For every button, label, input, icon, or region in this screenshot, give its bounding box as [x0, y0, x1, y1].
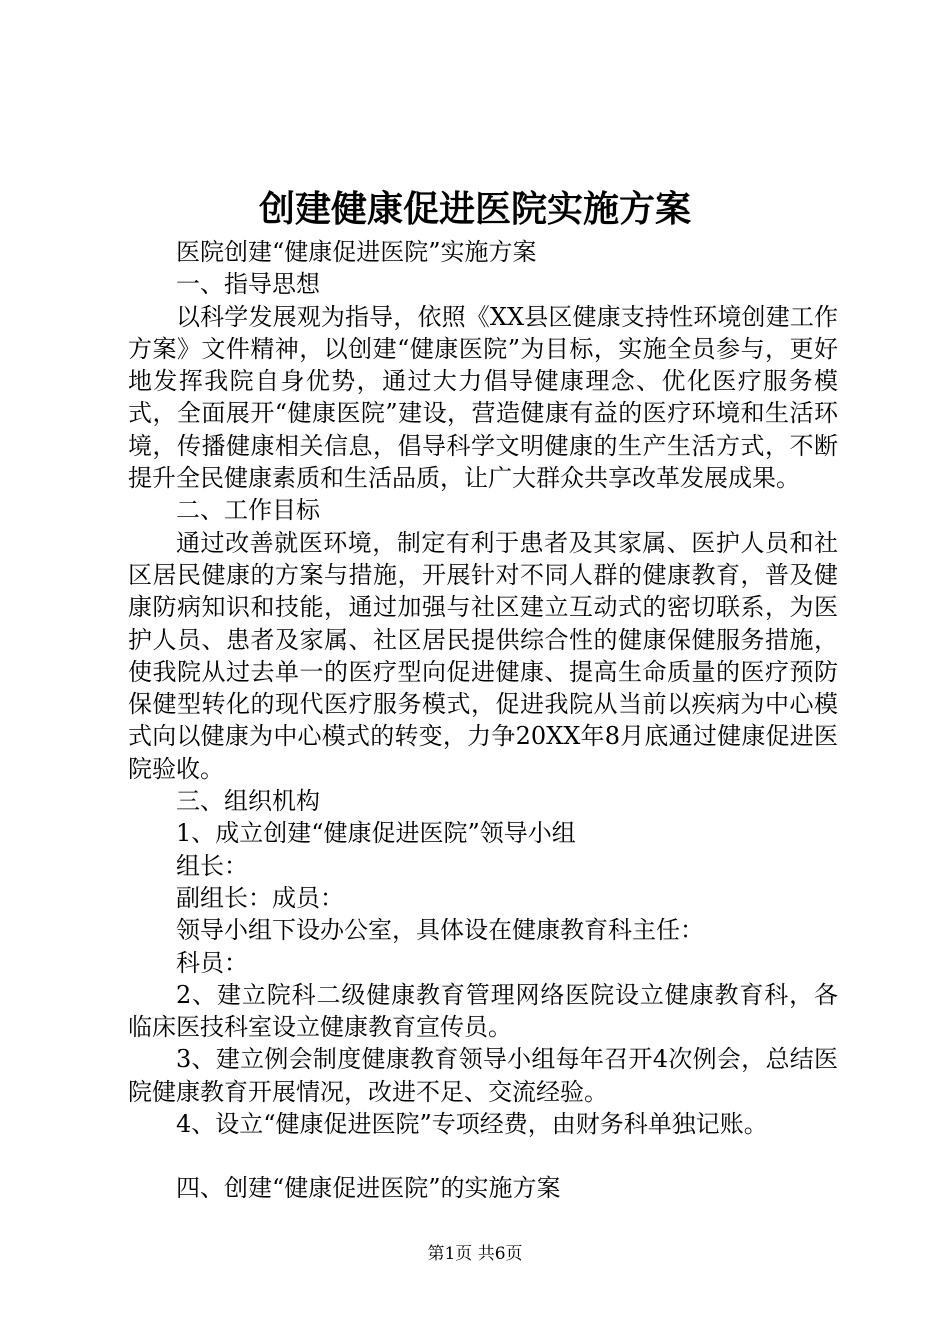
- document-body: [128, 236, 838, 1205]
- list-item-education-network: 2、建立院科二级健康教育管理网络医院设立健康教育科，各临床医技科室设立健康教育宣传员。: [128, 980, 838, 1042]
- list-item-leadership-group: 1、成立创建“健康促进医院”领导小组: [176, 819, 576, 848]
- list-item-special-funds: 4、设立“健康促进医院”专项经费，由财务科单独记账。: [176, 1110, 768, 1139]
- section-heading-work-goals: 二、工作目标: [176, 496, 320, 525]
- paragraph-guiding-ideology: 以科学发展观为指导，依照《XX县区健康支持性环境创建工作方案》文件精神，以创建“健康医院”为目标，实施全员参与，更好地发挥我院自身优势，通过大力倡导健康理念、优化医疗服务模式，全面展开“健康医院”建设，营造健康有益的医疗环境和生活环境，传播健康相关信息，倡导科学文明健康的生产生活方式，不断提升全民健康素质和生活品质，让广大群众共享改革发展成果。: [128, 302, 838, 493]
- field-staff: 科员：: [176, 948, 248, 977]
- page-indicator: 第1页 共6页: [427, 1244, 523, 1264]
- list-item-meeting-system: 3、建立例会制度健康教育领导小组每年召开4次例会，总结医院健康教育开展情况，改进不足、交流经验。: [128, 1045, 838, 1106]
- field-office-director: 领导小组下设办公室，具体设在健康教育科主任：: [176, 916, 704, 945]
- section-heading-guiding-ideology: 一、指导思想: [176, 270, 320, 299]
- paragraph-work-goals: 通过改善就医环境，制定有利于患者及其家属、医护人员和社区居民健康的方案与措施，开展针对不同人群的健康教育，普及健康防病知识和技能，通过加强与社区建立互动式的密切联系，为医护人员、患者及家属、社区居民提供综合性的健康保健服务措施，使我院从过去单一的医疗型向促进健康、提高生命质量的医疗预防保健型转化的现代医疗服务模式，促进我院从当前以疾病为中心模式向以健康为中心模式的转变，力争20XX年8月底通过健康促进医院验收。: [128, 528, 838, 783]
- section-heading-organization: 三、组织机构: [176, 787, 320, 816]
- document-subtitle: 医院创建“健康促进医院”实施方案: [176, 238, 537, 266]
- page-footer: [0, 1243, 950, 1265]
- field-deputy-leader-members: 副组长：成员：: [176, 883, 344, 912]
- field-group-leader: 组长：: [176, 851, 248, 880]
- document-title: 创建健康促进医院实施方案: [258, 188, 691, 230]
- section-heading-implementation: 四、创建“健康促进医院”的实施方案: [176, 1174, 561, 1203]
